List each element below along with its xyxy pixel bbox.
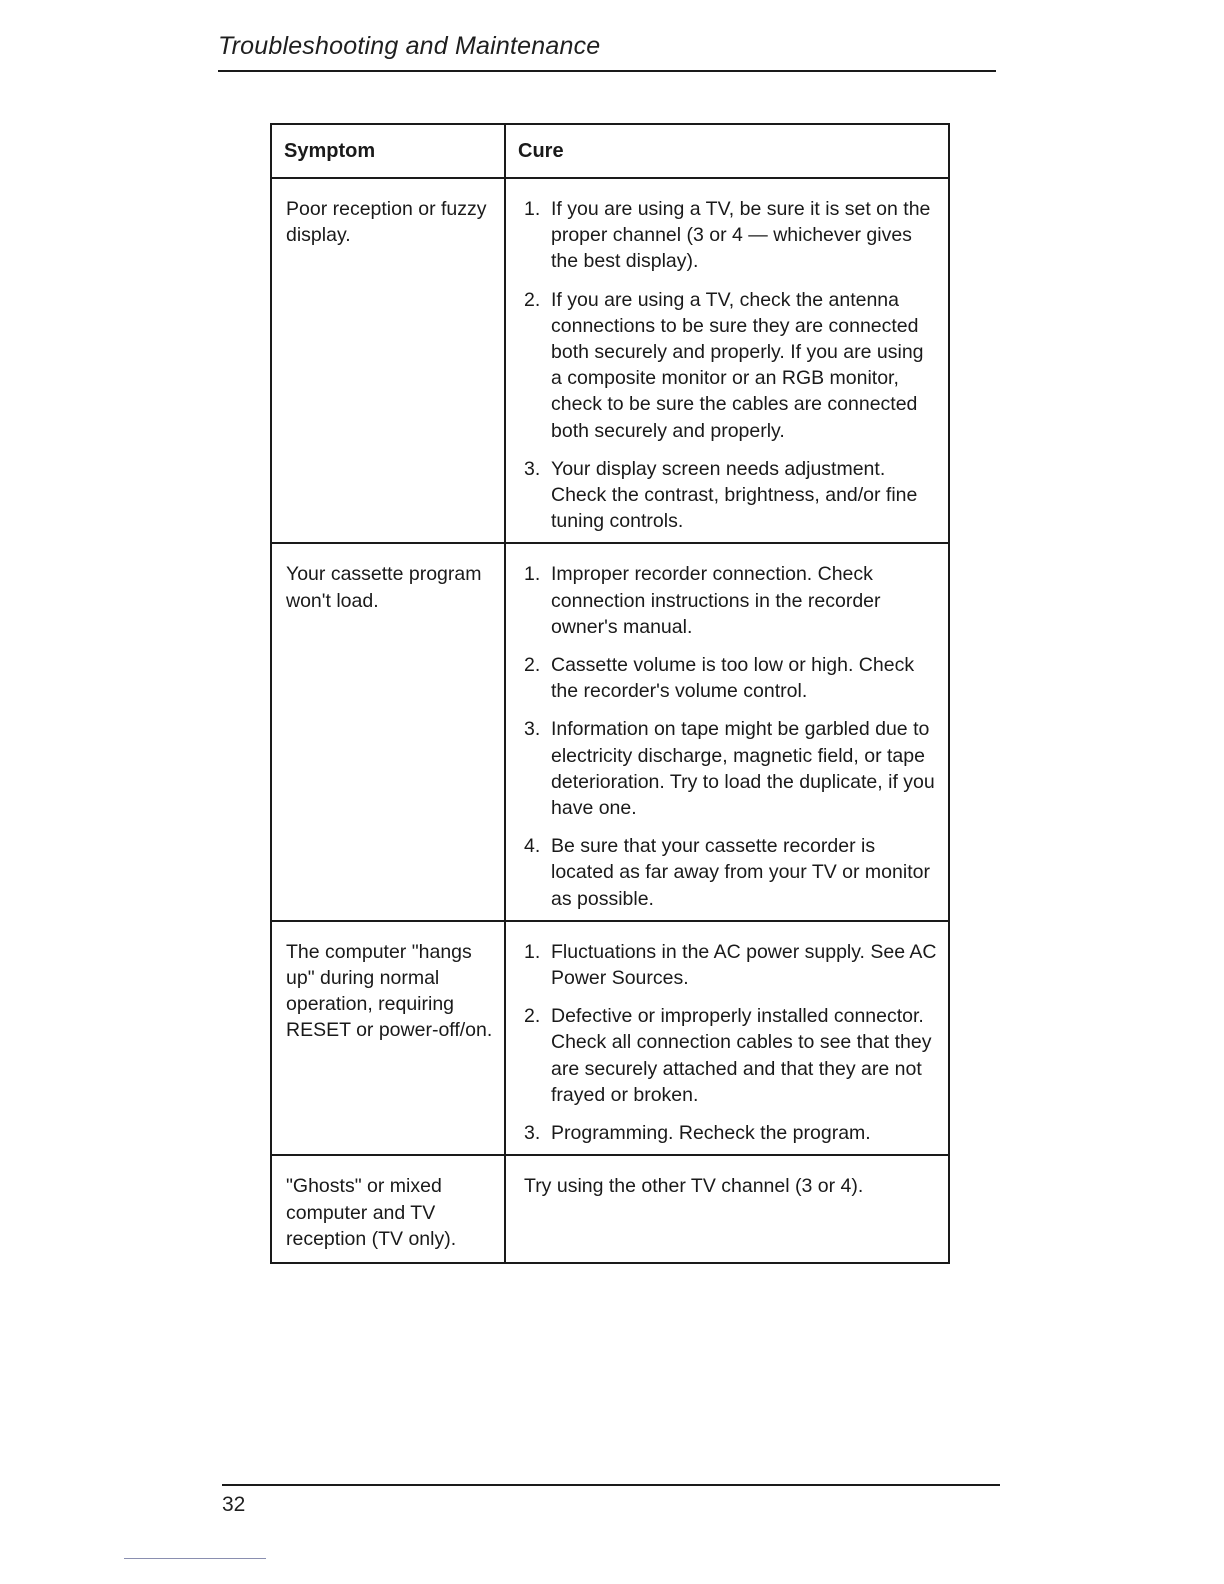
cure-cell: [505, 178, 949, 543]
cure-text: If you are using a TV, be sure it is set on the proper channel (3 or 4 — whichever gives the best display).: [551, 198, 931, 273]
cure-item: [524, 1120, 938, 1146]
cure-list: [524, 939, 938, 1146]
cure-item: [524, 652, 938, 704]
cure-text: Fluctuations in the AC power supply. See AC Power Sources.: [551, 940, 937, 990]
cure-item: [524, 196, 938, 275]
cure-number: 2.: [524, 288, 541, 311]
cure-item: [524, 456, 938, 535]
cure-item: [524, 716, 938, 821]
cure-text: Try using the other TV channel (3 or 4).: [524, 1175, 864, 1198]
cure-number: 3.: [524, 457, 541, 480]
symptom-cell: The computer "hangs up" during normal operation, requiring RESET or power-off/on.: [271, 921, 505, 1155]
cure-number: 2.: [524, 654, 541, 677]
scan-artifact-line: [124, 1558, 266, 1559]
cure-number: 3.: [524, 718, 541, 741]
table-row: [271, 543, 949, 920]
cure-cell: [505, 543, 949, 920]
cure-list: [524, 196, 938, 534]
symptom-cell: Poor reception or fuzzy display.: [271, 178, 505, 543]
cure-item: [524, 939, 938, 991]
column-header-symptom: Symptom: [271, 124, 505, 178]
cure-list: [524, 561, 938, 911]
symptom-cell: "Ghosts" or mixed computer and TV reception (TV only).: [271, 1155, 505, 1263]
table-header-row: [271, 124, 949, 178]
cure-item: [524, 833, 938, 912]
page-header-title: Troubleshooting and Maintenance: [218, 32, 601, 60]
cure-number: 1.: [524, 198, 541, 220]
cure-item: [524, 561, 938, 640]
cure-number: 4.: [524, 835, 541, 858]
cure-number: 2.: [524, 1005, 541, 1028]
cure-text: Programming. Recheck the program.: [551, 1122, 871, 1145]
cure-number: 1.: [524, 563, 541, 586]
cure-text: If you are using a TV, check the antenna connections to be sure they are connected both securely and properly. If you are using a composite monitor or an RGB monitor, check to be sure the cables are connected both securely and properly.: [551, 288, 924, 442]
column-header-cure: Cure: [505, 124, 949, 178]
cure-cell: [505, 921, 949, 1155]
cure-text: Your display screen needs adjustment. Check the contrast, brightness, and/or fine tuning controls.: [551, 457, 918, 533]
page-number: 32: [222, 1493, 246, 1516]
header-rule: [218, 70, 996, 72]
cure-cell: [505, 1155, 949, 1263]
footer-rule: [222, 1484, 1000, 1486]
cure-number: 1.: [524, 940, 541, 963]
cure-text: Defective or improperly installed connector. Check all connection cables to see that they are securely attached and that they are not frayed or broken.: [551, 1005, 932, 1106]
cure-number: 3.: [524, 1122, 541, 1145]
cure-text: Be sure that your cassette recorder is located as far away from your TV or monitor as possible.: [551, 835, 930, 910]
cure-item: [524, 287, 938, 444]
symptom-cell: Your cassette program won't load.: [271, 543, 505, 920]
cure-text: Information on tape might be garbled due to electricity discharge, magnetic field, or tape deterioration. Try to load the duplicate, if you have one.: [551, 718, 935, 820]
table-row: [271, 178, 949, 543]
cure-item: [524, 1003, 938, 1108]
table-row: [271, 921, 949, 1155]
table-row: [271, 1155, 949, 1263]
troubleshooting-table: [270, 123, 950, 1264]
cure-text: Cassette volume is too low or high. Check the recorder's volume control.: [551, 654, 915, 703]
cure-text: Improper recorder connection. Check connection instructions in the recorder owner's manual.: [551, 563, 881, 638]
